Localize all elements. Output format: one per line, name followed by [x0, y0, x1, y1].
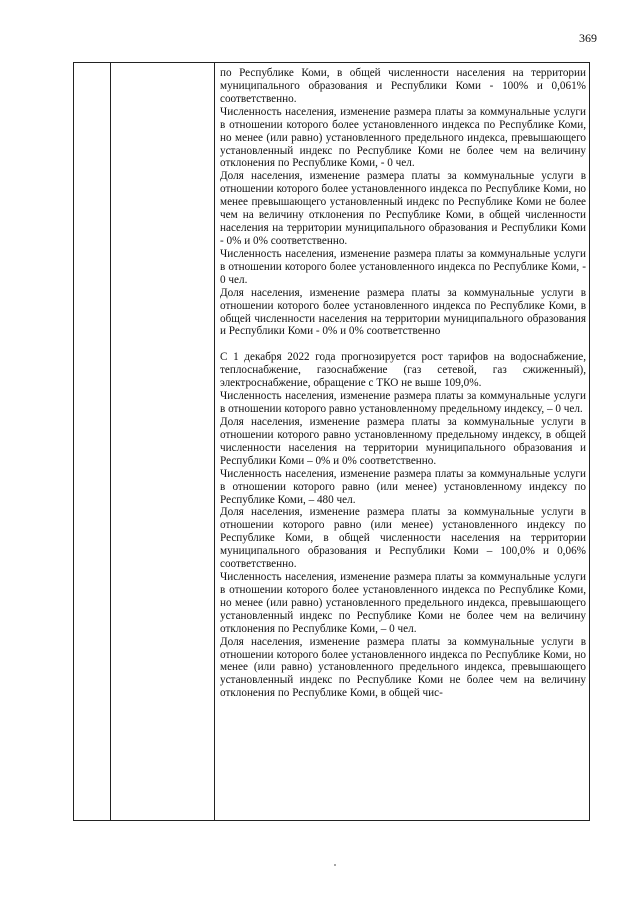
scan-speck [334, 864, 336, 866]
paragraph: Численность населения, изменение размера платы за коммунальные услуги в отношении которого равно установленному предельному индексу, – 0 чел. [220, 390, 586, 416]
paragraph: по Республике Коми, в общей численности населения на территории муниципального образования и Республики Коми - 100% и 0,061% соответственно. [220, 67, 586, 105]
paragraph: Доля населения, изменение размера платы за коммунальные услуги в отношении которого равно (или менее) установленного индексу по Республике Коми, в общей численности населения на территории муниципального образования и Республики Коми – 100,0% и 0,06% соответственно. [220, 506, 586, 571]
document-table [73, 62, 590, 821]
column-divider [214, 63, 215, 820]
paragraph: С 1 декабря 2022 года прогнозируется рост тарифов на водоснабжение, теплоснабжение, газоснабжение (газ сетевой, газ сжиженный), электроснабжение, обращение с ТКО не выше 109,0%. [220, 351, 586, 390]
column-divider [110, 63, 111, 820]
paragraph: Численность населения, изменение размера платы за коммунальные услуги в отношении которого более установленного индекса по Республике Коми, но менее (или равно) установленного предельного индекса, превышающего установленный индекс по Республике Коми не более чем на величину отклонения по Республике Коми, - 0 чел. [220, 105, 586, 170]
paragraph: Численность населения, изменение размера платы за коммунальные услуги в отношении которого более установленного индекса по Республике Коми, - 0 чел. [220, 247, 586, 286]
table-text-cell [220, 67, 586, 700]
paragraph: Доля населения, изменение размера платы за коммунальные услуги в отношении которого более установленного индекса по Республике Коми, но менее (или равно) установленного предельного индекса, превышающего установленный индекс по Республике Коми не более чем на величину отклонения по Республике Коми, в общей чис- [220, 635, 586, 700]
page-number: 369 [579, 31, 597, 45]
paragraph: Численность населения, изменение размера платы за коммунальные услуги в отношении которого равно (или менее) установленному индексу по Республике Коми, – 480 чел. [220, 467, 586, 506]
paragraph: Доля населения, изменение размера платы за коммунальные услуги в отношении которого более установленного индекса по Республике Коми, в общей численности населения на территории муниципального образования и Республики Коми - 0% и 0% соответственно [220, 286, 586, 338]
paragraph: Доля населения, изменение размера платы за коммунальные услуги в отношении которого равно установленному предельному индексу, в общей численности населения на территории муниципального образования и Республики Коми – 0% и 0% соответственно. [220, 415, 586, 467]
paragraph: Доля населения, изменение размера платы за коммунальные услуги в отношении которого более установленного индекса по Республике Коми, но менее превышающего установленный индекс по Республике Коми не более чем на величину отклонения по Республике Коми, в общей численности населения на территории муниципального образования и Республики Коми - 0% и 0% соответственно. [220, 170, 586, 247]
paragraph: Численность населения, изменение размера платы за коммунальные услуги в отношении которого более установленного индекса по Республике Коми, но менее (или равно) установленного предельного индекса, превышающего установленный индекс по Республике Коми не более чем на величину отклонения по Республике Коми, – 0 чел. [220, 571, 586, 635]
